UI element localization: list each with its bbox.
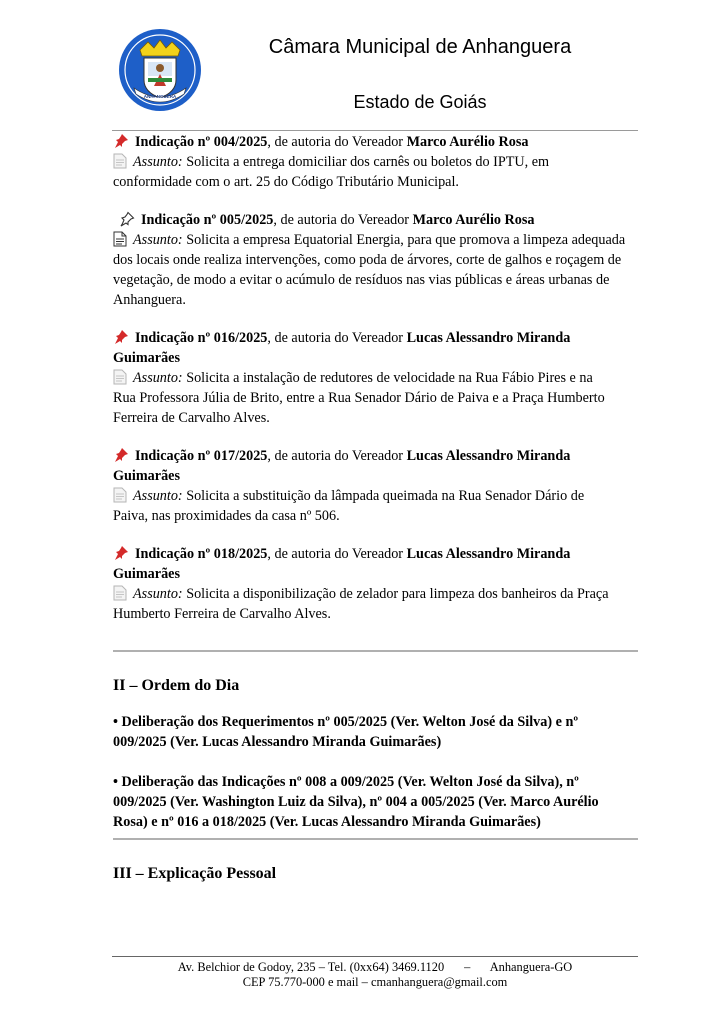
author-name-cont: Guimarães — [113, 566, 180, 582]
author-continuation — [113, 564, 638, 584]
footer-line-2: CEP 75.770-000 e mail – cmanhanguera@gmail.com — [242, 975, 508, 989]
section-divider — [113, 838, 638, 840]
footer-city: Anhanguera-GO — [489, 960, 573, 974]
document-body — [113, 132, 638, 884]
author-name-cont: Guimarães — [113, 468, 180, 484]
document-icon — [113, 585, 127, 601]
assunto-label: Assunto: — [133, 370, 183, 386]
section-divider — [113, 650, 638, 652]
indicacao-number: Indicação nº 018/2025 — [135, 546, 268, 562]
document-icon — [113, 487, 127, 503]
org-subtitle: Estado de Goiás — [353, 92, 487, 112]
assunto-text: Ferreira de Carvalho Alves. — [113, 410, 270, 426]
ordem-bullet — [113, 712, 638, 752]
assunto-text: Solicita a empresa Equatorial Energia, para que promova a limpeza adequada — [186, 232, 626, 248]
assunto-text: conformidade com o art. 25 do Código Tributário Municipal. — [113, 174, 459, 190]
author-prefix: , de autoria do Vereador — [267, 330, 407, 346]
author-continuation — [113, 466, 638, 486]
assunto-text: Rua Professora Júlia de Brito, entre a Rua Senador Dário de Paiva e a Praça Humberto — [113, 390, 605, 406]
assunto-text: dos locais onde realiza intervenções, como poda de árvores, corte de galhos e roçagem de — [113, 252, 622, 268]
author-prefix: , de autoria do Vereador — [273, 212, 413, 228]
assunto-label: Assunto: — [133, 232, 183, 248]
assunto-label: Assunto: — [133, 488, 183, 504]
author-continuation — [113, 348, 638, 368]
indicacao-heading — [113, 446, 638, 466]
bullet-text: 009/2025 (Ver. Lucas Alessandro Miranda Guimarães) — [113, 734, 442, 750]
red-pushpin-icon — [113, 545, 129, 561]
assunto-label: Assunto: — [133, 586, 183, 602]
author-name: Lucas Alessandro Miranda — [406, 546, 571, 562]
author-prefix: , de autoria do Vereador — [267, 134, 407, 150]
org-title: Câmara Municipal de Anhanguera — [268, 36, 572, 58]
bullet-text: Rosa) e nº 016 a 018/2025 (Ver. Lucas Alessandro Miranda Guimarães) — [113, 814, 541, 830]
indicacao-number: Indicação nº 005/2025 — [141, 212, 274, 228]
assunto-text: Solicita a disponibilização de zelador para limpeza dos banheiros da Praça — [186, 586, 609, 602]
assunto-text: Solicita a substituição da lâmpada queimada na Rua Senador Dário de — [186, 488, 585, 504]
bullet-text: • Deliberação das Indicações nº 008 a 009/2025 (Ver. Welton José da Silva), nº — [113, 774, 579, 790]
assunto-text: vegetação, de modo a evitar o acúmulo de resíduos nas vias públicas e áreas urbanas de — [113, 272, 610, 288]
indicacao-item — [113, 210, 638, 310]
indicacao-heading — [113, 132, 638, 152]
header-divider — [112, 130, 638, 131]
footer-address: Av. Belchior de Godoy, 235 – Tel. (0xx64) 3469.1120 — [177, 960, 445, 974]
author-prefix: , de autoria do Vereador — [267, 546, 407, 562]
seal-text: ANHANGUERA — [143, 94, 177, 99]
document-outline-icon — [113, 231, 127, 247]
assunto-text: Solicita a instalação de redutores de velocidade na Rua Fábio Pires e na — [186, 370, 593, 386]
assunto-line — [113, 152, 638, 172]
section-title-ordem-do-dia: II – Ordem do Dia — [113, 677, 240, 694]
document-icon — [113, 369, 127, 385]
author-name-cont: Guimarães — [113, 350, 180, 366]
bullet-text: 009/2025 (Ver. Washington Luiz da Silva), nº 004 a 005/2025 (Ver. Marco Aurélio — [113, 794, 599, 810]
indicacao-item — [113, 446, 638, 526]
footer-line-1 — [112, 960, 638, 975]
indicacao-item — [113, 328, 638, 428]
outline-pushpin-icon — [119, 211, 135, 227]
bullet-text: • Deliberação dos Requerimentos nº 005/2025 (Ver. Welton José da Silva) e nº — [113, 714, 579, 730]
author-name: Lucas Alessandro Miranda — [406, 330, 571, 346]
assunto-line — [113, 486, 638, 506]
assunto-text: Humberto Ferreira de Carvalho Alves. — [113, 606, 331, 622]
page-footer — [112, 960, 638, 990]
red-pushpin-icon — [113, 133, 129, 149]
assunto-text: Solicita a entrega domiciliar dos carnês ou boletos do IPTU, em — [186, 154, 550, 170]
indicacao-number: Indicação nº 016/2025 — [135, 330, 268, 346]
indicacao-number: Indicação nº 017/2025 — [135, 448, 268, 464]
indicacao-heading — [113, 544, 638, 564]
author-name: Lucas Alessandro Miranda — [406, 448, 571, 464]
author-name: Marco Aurélio Rosa — [406, 134, 529, 150]
assunto-text: Anhanguera. — [113, 292, 186, 308]
section-title-explicacao-pessoal: III – Explicação Pessoal — [113, 865, 277, 882]
author-name: Marco Aurélio Rosa — [412, 212, 535, 228]
indicacao-heading — [113, 210, 638, 230]
municipal-seal-icon — [118, 28, 202, 112]
footer-divider — [112, 956, 638, 957]
assunto-text: Paiva, nas proximidades da casa nº 506. — [113, 508, 340, 524]
indicacao-heading — [113, 328, 638, 348]
assunto-line — [113, 230, 638, 250]
document-icon — [113, 153, 127, 169]
assunto-line — [113, 584, 638, 604]
indicacao-number: Indicação nº 004/2025 — [135, 134, 268, 150]
ordem-bullet — [113, 772, 638, 832]
red-pushpin-icon — [113, 329, 129, 345]
author-prefix: , de autoria do Vereador — [267, 448, 407, 464]
red-pushpin-icon — [113, 447, 129, 463]
indicacao-item — [113, 132, 638, 192]
assunto-label: Assunto: — [133, 154, 183, 170]
footer-separator: – — [464, 960, 471, 974]
indicacao-item — [113, 544, 638, 624]
assunto-line — [113, 368, 638, 388]
